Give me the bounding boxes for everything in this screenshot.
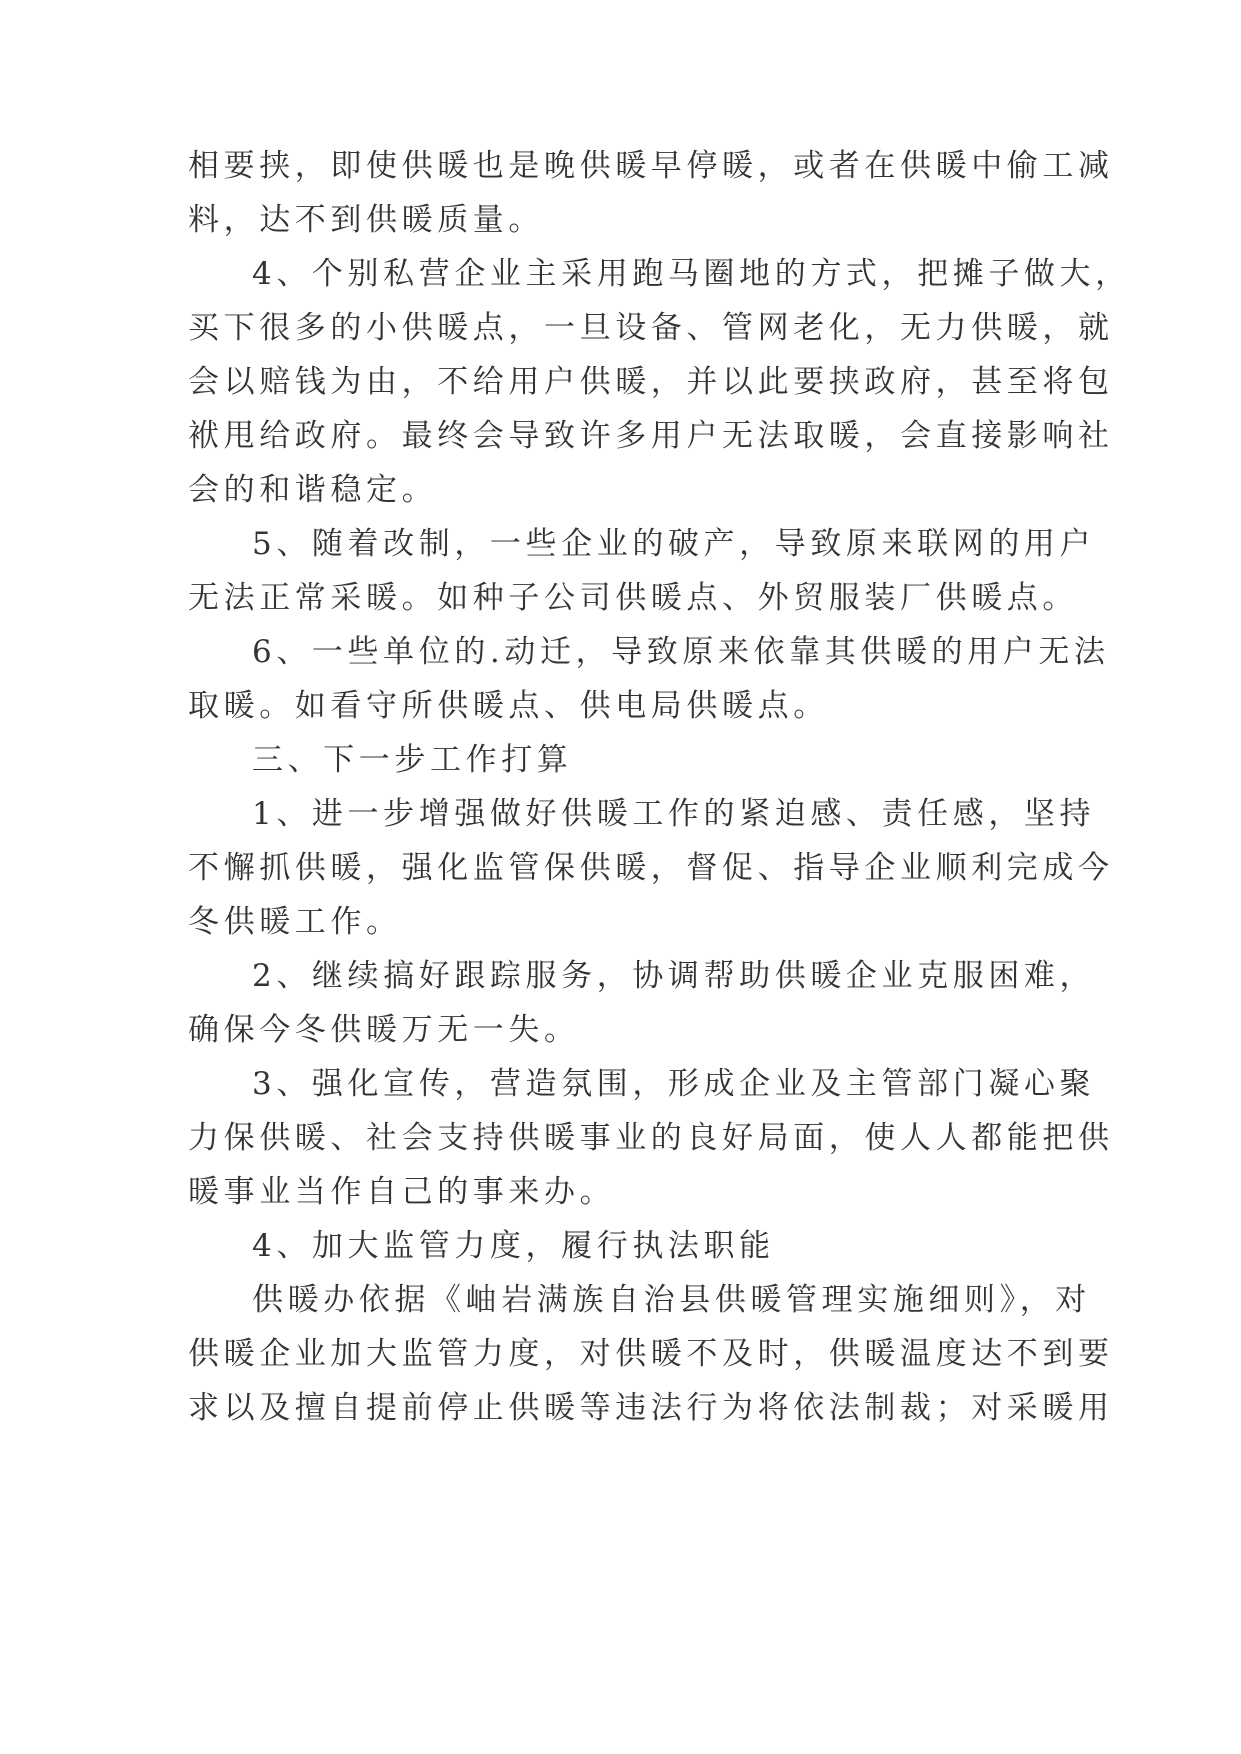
- section-heading: 三、下一步工作打算: [252, 742, 573, 778]
- text-line: 4、个别私营企业主采用跑马圈地的方式，把摊子做大，: [252, 256, 1131, 292]
- text-line: 相要挟，即使供暖也是晚供暖早停暖，或者在供暖中偷工减: [188, 148, 1114, 184]
- text-line: 确保今冬供暖万无一失。: [188, 1012, 580, 1048]
- text-line: 料，达不到供暖质量。: [188, 202, 544, 238]
- text-line: 会以赔钱为由，不给用户供暖，并以此要挟政府，甚至将包: [188, 364, 1114, 400]
- text-line: 袱甩给政府。最终会导致许多用户无法取暖，会直接影响社: [188, 418, 1114, 454]
- text-line: 买下很多的小供暖点，一旦设备、管网老化，无力供暖，就: [188, 310, 1114, 346]
- text-line: 供暖办依据《岫岩满族自治县供暖管理实施细则》，对: [252, 1282, 1091, 1318]
- text-line: 取暖。如看守所供暖点、供电局供暖点。: [188, 688, 829, 724]
- text-line: 3、强化宣传，营造氛围，形成企业及主管部门凝心聚: [252, 1066, 1096, 1102]
- text-line: 力保供暖、社会支持供暖事业的良好局面，使人人都能把供: [188, 1120, 1114, 1156]
- text-line: 冬供暖工作。: [188, 904, 402, 940]
- text-line: 暖事业当作自己的事来办。: [188, 1174, 616, 1210]
- text-line: 供暖企业加大监管力度，对供暖不及时，供暖温度达不到要: [188, 1336, 1114, 1372]
- text-line: 1、进一步增强做好供暖工作的紧迫感、责任感，坚持: [252, 796, 1096, 832]
- text-line: 4、加大监管力度，履行执法职能: [252, 1228, 775, 1264]
- text-line: 2、继续搞好跟踪服务，协调帮助供暖企业克服困难，: [252, 958, 1096, 994]
- text-line: 5、随着改制，一些企业的破产，导致原来联网的用户: [252, 526, 1096, 562]
- text-line: 求以及擅自提前停止供暖等违法行为将依法制裁；对采暖用: [188, 1390, 1114, 1426]
- text-line: 会的和谐稳定。: [188, 472, 438, 508]
- text-line: 6、一些单位的.动迁，导致原来依靠其供暖的用户无法: [252, 634, 1110, 670]
- text-line: 不懈抓供暖，强化监管保供暖，督促、指导企业顺利完成今: [188, 850, 1114, 886]
- text-line: 无法正常采暖。如种子公司供暖点、外贸服装厂供暖点。: [188, 580, 1078, 616]
